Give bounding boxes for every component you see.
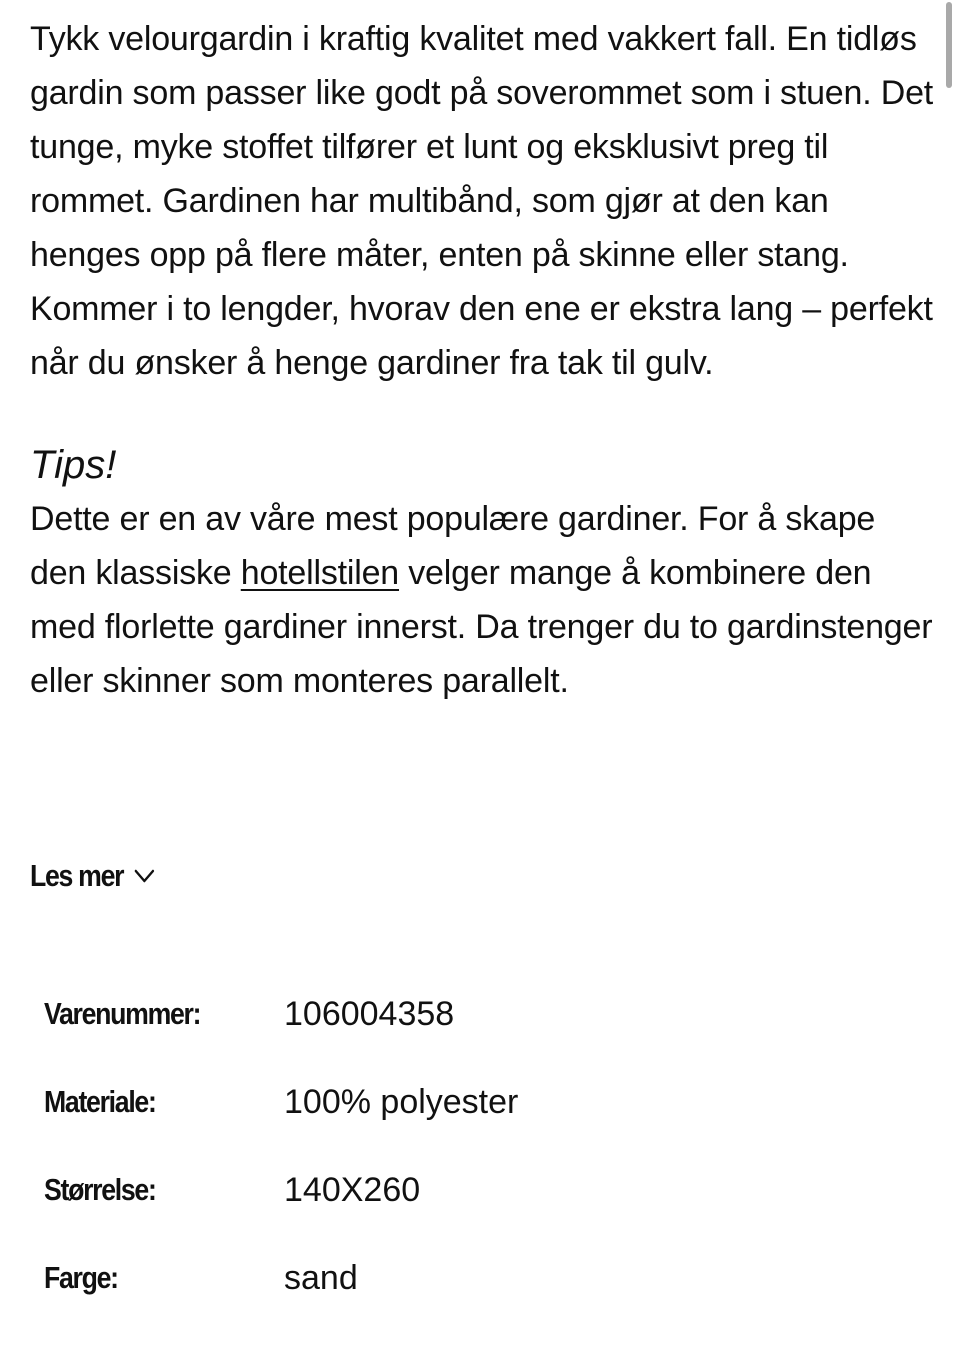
read-more-button[interactable] xyxy=(30,858,158,894)
spec-row-size xyxy=(44,1146,904,1234)
spec-value: 100% polyester xyxy=(284,1082,519,1121)
spec-row-material xyxy=(44,1058,904,1146)
product-description: Tykk velourgardin i kraftig kvalitet med vakkert fall. En tidløs gardin som passer like godt på soverommet som i stuen. Det tunge, myke stoffet tilfører et lunt og eksklusivt preg til rommet. Gardinen har multibånd, som gjør at den kan henges opp på flere måter, enten på skinne eller stang. Kommer i to lengder, hvorav den ene er ekstra lang – perfekt når du ønsker å henge gardiner fra tak til gulv. xyxy=(30,20,934,382)
spec-label: Materiale: xyxy=(44,1084,156,1119)
tips-text xyxy=(30,492,935,708)
spec-value: sand xyxy=(284,1258,358,1297)
hotel-style-link[interactable]: hotellstilen xyxy=(240,554,400,592)
spec-value: 140X260 xyxy=(284,1170,421,1209)
product-description-section xyxy=(30,12,935,708)
tips-heading: Tips! xyxy=(30,443,117,487)
product-specs xyxy=(44,970,904,1322)
scrollbar[interactable] xyxy=(946,2,952,88)
spec-row-color xyxy=(44,1234,904,1322)
spec-label: Størrelse: xyxy=(44,1172,156,1207)
read-more-label: Les mer xyxy=(30,858,124,893)
chevron-down-icon xyxy=(132,861,158,891)
tips-text-before-link: Dette er en av våre mest populære gardiner. For å skape den klassiske xyxy=(30,500,876,592)
spec-value: 106004358 xyxy=(284,994,455,1033)
spec-row-item-number xyxy=(44,970,904,1058)
spec-label: Farge: xyxy=(44,1260,118,1295)
spec-label: Varenummer: xyxy=(44,996,201,1031)
tips-text-after-link: velger mange å kombinere den med florlette gardiner innerst. Da trenger du to gardinstenger eller skinner som monteres parallelt. xyxy=(30,554,933,700)
